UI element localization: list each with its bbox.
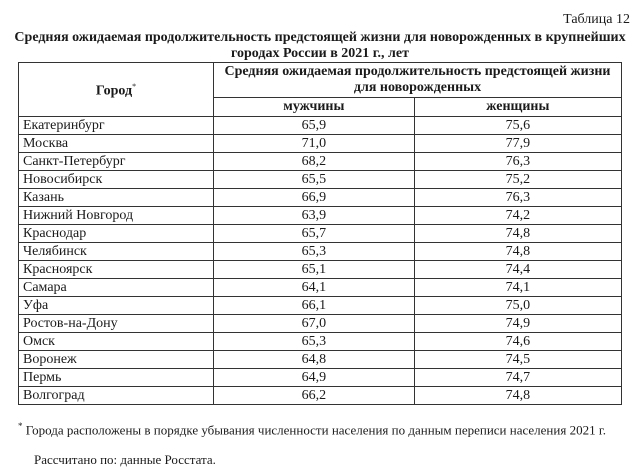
table-row	[19, 279, 622, 297]
header-men: мужчины	[214, 98, 415, 117]
women-value-cell: 74,5	[414, 351, 621, 369]
men-value-cell: 65,7	[214, 225, 415, 243]
header-city	[19, 63, 214, 117]
table-row	[19, 387, 622, 405]
table-row	[19, 369, 622, 387]
footnote	[18, 418, 622, 438]
city-cell: Красноярск	[19, 261, 214, 279]
table-number: Таблица 12	[563, 12, 630, 27]
women-value-cell: 74,7	[414, 369, 621, 387]
city-cell: Нижний Новгород	[19, 207, 214, 225]
source-note: Рассчитано по: данные Росстата.	[34, 452, 216, 467]
men-value-cell: 66,2	[214, 387, 415, 405]
women-value-cell: 75,2	[414, 171, 621, 189]
table-row	[19, 351, 622, 369]
women-value-cell: 76,3	[414, 153, 621, 171]
table-row	[19, 243, 622, 261]
women-value-cell: 74,4	[414, 261, 621, 279]
table-title: Средняя ожидаемая продолжительность предстоящей жизни для новорожденных в крупнейших городах России в 2021 г., лет	[14, 30, 626, 61]
men-value-cell: 64,1	[214, 279, 415, 297]
men-value-cell: 68,2	[214, 153, 415, 171]
city-cell: Самара	[19, 279, 214, 297]
men-value-cell: 63,9	[214, 207, 415, 225]
table-row	[19, 171, 622, 189]
women-value-cell: 74,1	[414, 279, 621, 297]
men-value-cell: 66,1	[214, 297, 415, 315]
table-row	[19, 297, 622, 315]
men-value-cell: 64,9	[214, 369, 415, 387]
men-value-cell: 71,0	[214, 135, 415, 153]
table-body	[19, 117, 622, 405]
city-cell: Москва	[19, 135, 214, 153]
men-value-cell: 64,8	[214, 351, 415, 369]
men-value-cell: 65,5	[214, 171, 415, 189]
header-row	[19, 63, 622, 98]
women-value-cell: 74,8	[414, 387, 621, 405]
men-value-cell: 66,9	[214, 189, 415, 207]
table-row	[19, 207, 622, 225]
city-cell: Ростов-на-Дону	[19, 315, 214, 333]
women-value-cell: 74,8	[414, 243, 621, 261]
city-cell: Санкт-Петербург	[19, 153, 214, 171]
header-group: Средняя ожидаемая продолжительность предстоящей жизни для новорожденных	[214, 63, 622, 98]
city-cell: Волгоград	[19, 387, 214, 405]
table-row	[19, 189, 622, 207]
footnote-text: Города расположены в порядке убывания численности населения по данным переписи населения 2021 г.	[25, 422, 606, 438]
women-value-cell: 74,6	[414, 333, 621, 351]
men-value-cell: 65,3	[214, 243, 415, 261]
life-expectancy-table	[18, 62, 622, 405]
city-cell: Краснодар	[19, 225, 214, 243]
men-value-cell: 65,3	[214, 333, 415, 351]
men-value-cell: 67,0	[214, 315, 415, 333]
table-row	[19, 261, 622, 279]
table-row	[19, 225, 622, 243]
women-value-cell: 74,2	[414, 207, 621, 225]
women-value-cell: 74,9	[414, 315, 621, 333]
header-city-label: Город	[95, 83, 133, 99]
men-value-cell: 65,9	[214, 117, 415, 135]
city-cell: Челябинск	[19, 243, 214, 261]
city-cell: Уфа	[19, 297, 214, 315]
city-cell: Новосибирск	[19, 171, 214, 189]
city-cell: Воронеж	[19, 351, 214, 369]
table-row	[19, 333, 622, 351]
footnote-marker: *	[132, 82, 137, 92]
footnote-marker-bottom: *	[18, 421, 23, 431]
city-cell: Омск	[19, 333, 214, 351]
header-women: женщины	[414, 98, 621, 117]
women-value-cell: 77,9	[414, 135, 621, 153]
men-value-cell: 65,1	[214, 261, 415, 279]
women-value-cell: 75,6	[414, 117, 621, 135]
women-value-cell: 74,8	[414, 225, 621, 243]
table-row	[19, 315, 622, 333]
table-row	[19, 153, 622, 171]
table-row	[19, 117, 622, 135]
women-value-cell: 76,3	[414, 189, 621, 207]
city-cell: Казань	[19, 189, 214, 207]
table-row	[19, 135, 622, 153]
city-cell: Пермь	[19, 369, 214, 387]
city-cell: Екатеринбург	[19, 117, 214, 135]
women-value-cell: 75,0	[414, 297, 621, 315]
